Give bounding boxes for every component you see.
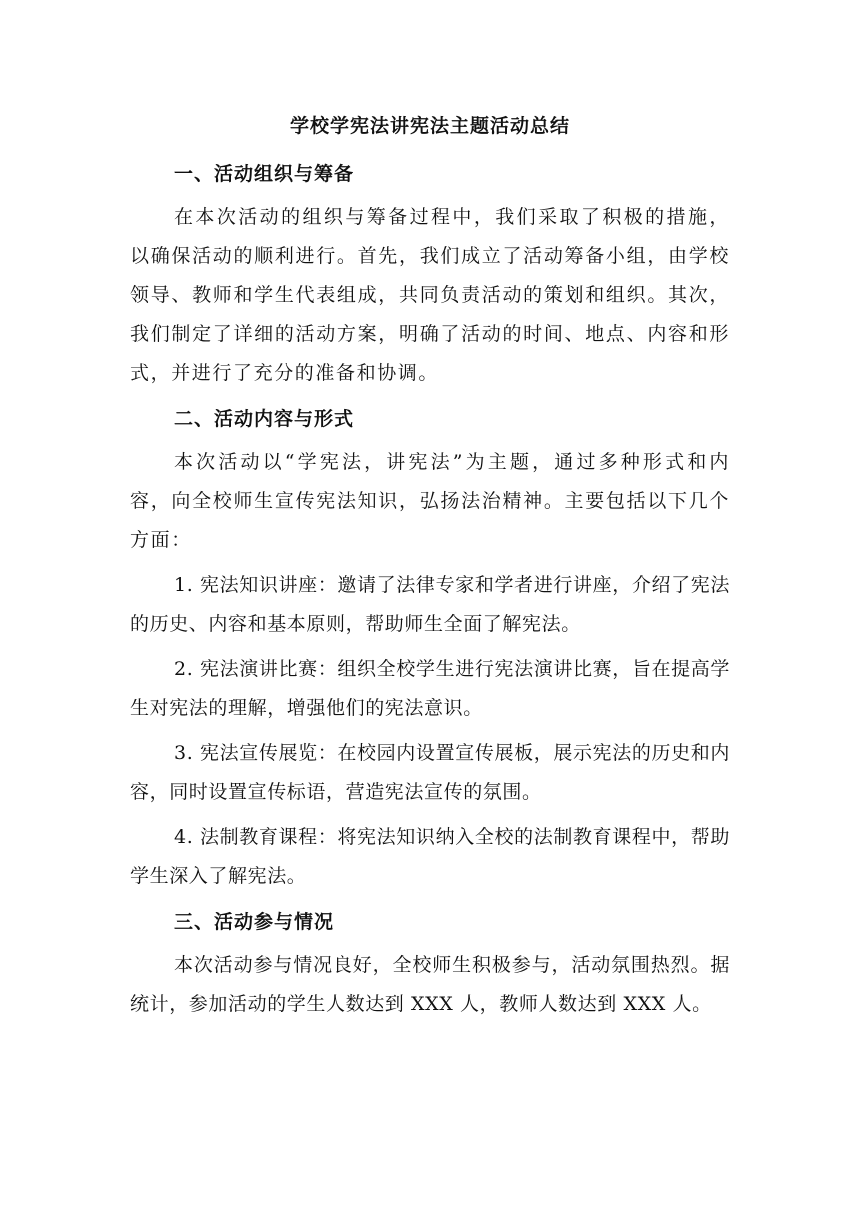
list-item-exhibition: 3. 宪法宣传展览：在校园内设置宣传展板，展示宪法的历史和内容，同时设置宣传标语，营造宪法宣传的氛围。 — [130, 742, 730, 803]
paragraph-organization: 在本次活动的组织与筹备过程中，我们采取了积极的措施，以确保活动的顺利进行。首先，我们成立了活动筹备小组，由学校领导、教师和学生代表组成，共同负责活动的策划和组织。其次，我们制定了详细的活动方案，明确了活动的时间、地点、内容和形式，并进行了充分的准备和协调。 — [130, 206, 730, 384]
paragraph-content-intro: 本次活动以“学宪法，讲宪法”为主题，通过多种形式和内容，向全校师生宣传宪法知识，弘扬法治精神。主要包括以下几个方面： — [130, 451, 730, 551]
section-heading-participation: 三、活动参与情况 — [174, 911, 335, 933]
section-heading-content: 二、活动内容与形式 — [174, 408, 355, 430]
list-item-speech-contest: 2. 宪法演讲比赛：组织全校学生进行宪法演讲比赛，旨在提高学生对宪法的理解，增强他们的宪法意识。 — [130, 658, 730, 719]
section-heading-organization: 一、活动组织与筹备 — [174, 163, 355, 185]
paragraph-participation: 本次活动参与情况良好，全校师生积极参与，活动氛围热烈。据统计，参加活动的学生人数达到 XXX 人，教师人数达到 XXX 人。 — [130, 954, 730, 1015]
list-item-course: 4. 法制教育课程：将宪法知识纳入全校的法制教育课程中，帮助学生深入了解宪法。 — [130, 826, 730, 887]
document-page — [130, 112, 730, 1030]
list-item-lecture: 1. 宪法知识讲座：邀请了法律专家和学者进行讲座，介绍了宪法的历史、内容和基本原则，帮助师生全面了解宪法。 — [130, 574, 730, 635]
document-title: 学校学宪法讲宪法主题活动总结 — [289, 115, 570, 137]
